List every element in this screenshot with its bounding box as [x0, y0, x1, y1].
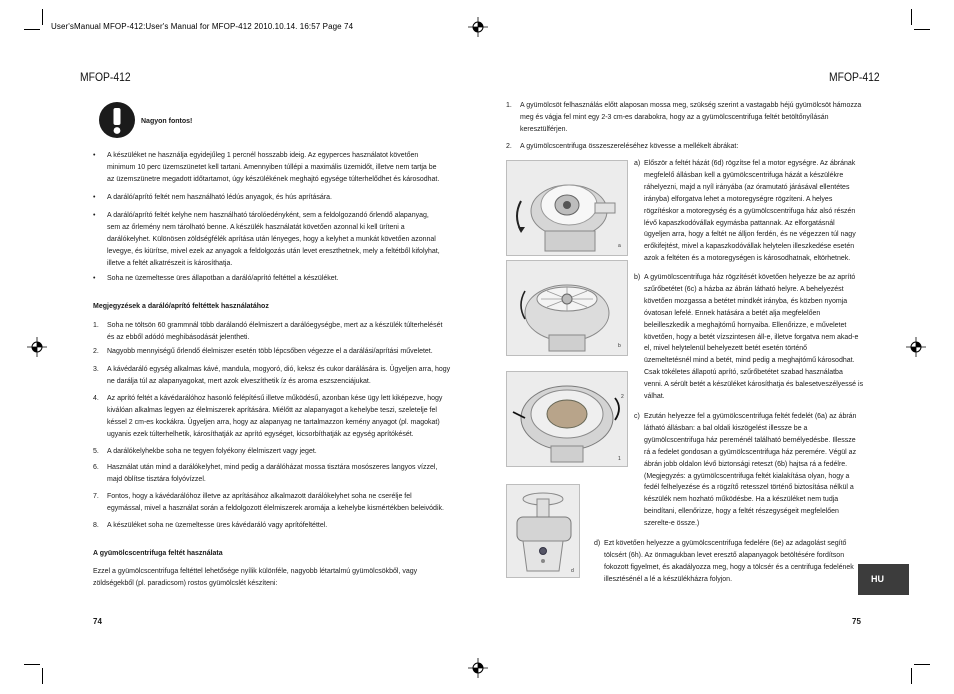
- figure-d-caption: d: [571, 568, 574, 574]
- item-text: [520, 141, 866, 153]
- text-line: el, mivel helytelenül behelyezett betét esetén történő: [644, 345, 808, 353]
- item-text: [107, 364, 473, 388]
- text-line: rögzítéskor a motoregység és a gyümölcscentrifuga ház alsó részén: [644, 207, 856, 215]
- item-text: [107, 320, 473, 344]
- right-model-title: MFOP-412: [829, 72, 880, 84]
- juicer-housing-illustration: [507, 161, 627, 255]
- text-line: szűrőbetétet (6c) a házba az ábrán látható helyre. A behelyezést: [644, 285, 844, 293]
- text-line: kiválóan alkalmas legyen az élelmiszerek aprítására. Miélőtt az alapanyagot a kehelybe teszi, szeletelje fel: [107, 406, 437, 414]
- text-line: A készüléket ne használja egyidejűleg 1 percnél hosszabb ideig. Az egyperces használatot követően: [107, 152, 419, 159]
- text-line: megfelelő állásban kell a gyümölcscentrifuga házát a készülékre: [644, 171, 844, 179]
- text-line: követően, hogy a betét vízszintesen áll-e, illetve forgatva nem akad-e: [644, 333, 859, 341]
- text-line: Először a feltét házát (6d) rögzítse fel a motor egységre. Az ábrának: [644, 160, 856, 167]
- text-line: illesztésénél a lé a készülékházra folyjon.: [604, 575, 733, 583]
- text-line: A gyümölcscentrifuga ház rögzítését követően helyezze be az aprító: [644, 274, 856, 281]
- print-header: User'sManual MFOP-412:User's Manual for MFOP-412 2010.10.14. 16:57 Page 74: [51, 22, 354, 31]
- step-text: [644, 272, 863, 403]
- crop-mark: [914, 29, 930, 30]
- step-label: a): [634, 160, 641, 167]
- crop-mark: [24, 664, 40, 665]
- bullet-item: [93, 210, 473, 270]
- text-line: Használat után mind a darálókelyhet, mind pedig a darálóházat mossa tisztára mosószeres langyos vízzel,: [107, 464, 438, 471]
- text-line: Az aprító feltét a kávédarálóhoz hasonló felépítésű illetve működésű, azonban kése ügy lett kiképezve, hogy: [107, 395, 443, 402]
- language-tab-hu: [858, 564, 909, 595]
- text-line: (Megjegyzés: a gyümölcscentrifuga feltét kialakítása olyan, hogy a: [644, 472, 850, 480]
- item-text: [107, 462, 473, 486]
- text-line: ne darálja túl az alapanyagokat, mert azok elveszíthetik íz és aroma eszszenciájukat.: [107, 377, 371, 385]
- text-line: üzemeltetésnél mind a betét, mind pedig a meghajtómű károsodhat.: [644, 357, 855, 365]
- numbered-item: [93, 320, 473, 344]
- crop-mark: [911, 668, 912, 684]
- text-line: válhat.: [644, 393, 665, 401]
- text-line: késsel 2 cm-es kockákra. Ügyeljen arra, hogy az alapanyag ne tartalmazzon kemény anyagot (pl. magokat): [107, 418, 440, 426]
- text-line: A gyümölcscentrifuga összeszereléséhez kövesse a mellékelt ábrákat:: [520, 143, 739, 150]
- text-line: Soha ne üzemeltesse üres állapotban a daráló/aprító feltéttel a készüléket.: [107, 275, 339, 282]
- numbered-item: [93, 364, 473, 388]
- text-line: A gyümölcsöt felhasználás előtt alaposan mossa meg, szükség szerint a vastagabb héjú gyümölcsöt hámozza: [520, 102, 862, 109]
- text-line: egymással, mivel a használat során a feldolgozott élelmiszerek aromája a kehelybe kismértékben beleivódik.: [107, 504, 444, 512]
- bullet-item: [93, 150, 473, 186]
- text-line: meg és vágja fel mint egy 2-3 cm-es darabokra, hogy az a gyümölcscentrifuga feltét betöltőnyílásán: [520, 113, 829, 121]
- text-line: tölcsért (6h). Az önmagukban levet eresztő alapanyagok betöltésére fordítson: [604, 551, 845, 559]
- text-line: fedél felhelyezése és a rögzítő retesszel történő biztosítása nélkül a: [644, 484, 854, 492]
- item-number: 8.: [93, 522, 99, 529]
- figure-b-caption: b: [618, 343, 621, 349]
- text-line: majd öblítse tisztára folyóvízzel.: [107, 475, 206, 483]
- left-model-title: MFOP-412: [80, 72, 131, 84]
- text-line: ügyeljen arra, hogy a feltét ne álljon ferdén, és ne végezzen túl nagy: [644, 231, 856, 239]
- text-line: darálókelyhet. Különösen zöldségfélék aprítása után lényeges, hogy a kelyhet a munkát követően azonnal: [107, 235, 436, 243]
- registration-mark-top: [468, 17, 488, 37]
- warning-exclamation-icon: [98, 101, 136, 139]
- bullet-item: [93, 192, 473, 204]
- step-text: [644, 158, 856, 265]
- step-label: c): [634, 413, 640, 420]
- figure-c-label-1: 1: [618, 456, 621, 462]
- text-line: A darálókelyhekbe soha ne tegyen folyékony élelmiszert vagy jeget.: [107, 448, 317, 455]
- page-number-right: 75: [852, 617, 861, 626]
- crop-mark: [24, 29, 40, 30]
- centrifuge-intro-line: Ezzel a gyümölcscentrifuga feltéttel lehetősége nyílik különféle, nagyobb létartalmú gyümölcsökből, vagy: [93, 568, 418, 575]
- text-line: illetve a feltét alkatrészeit is károsíthatja.: [107, 259, 233, 267]
- figure-c-label-2: 2: [621, 394, 624, 400]
- text-line: Csak tökéletes állapotú aprító, szűrőbetétet szabad használatba: [644, 369, 843, 377]
- step-text: [644, 411, 856, 530]
- lid-attach-illustration: [507, 372, 627, 466]
- figure-a-photo: [506, 160, 628, 256]
- text-line: óvatosan lefelé. Ennek hatására a betét alja megfelelően: [644, 309, 821, 317]
- text-line: Soha ne töltsön 60 grammnál több darálandó élelmiszert a darálóegységbe, mert az a készülék túlterhelését: [107, 322, 443, 329]
- step-text: [604, 538, 854, 586]
- assembled-juicer-illustration: [507, 485, 579, 577]
- item-text: [107, 446, 473, 458]
- numbered-item: [93, 491, 473, 515]
- text-line: levegye, és kiürítse, mivel ezek az anyagok a feldolgozás után levet ereszthetnek, mely a feltétből kifolyhat,: [107, 247, 440, 255]
- text-line: Nagyobb mennyiségű őrlendő élelmiszer esetén több lépcsőben végezze el a darálási/aprítási műveletet.: [107, 348, 433, 355]
- text-line: keresztülférjen.: [520, 125, 568, 133]
- assembly-step: [634, 411, 874, 530]
- item-text: [107, 150, 473, 186]
- item-text: [107, 210, 473, 270]
- text-line: A daráló/aprító feltét nem használható lédús anyagok, és hús aprítására.: [107, 194, 332, 201]
- figure-a-caption: a: [618, 243, 621, 249]
- step-label: d): [594, 540, 601, 547]
- item-number: 2.: [93, 348, 99, 355]
- text-line: A daráló/aprító feltét kelyhe nem használható tárolóedényként, sem a feldolgozandó őrlendő alapanyag,: [107, 212, 429, 219]
- numbered-item: [93, 520, 473, 532]
- step-label: b): [634, 274, 641, 281]
- crop-mark: [911, 9, 912, 25]
- text-line: ábrán jobb oldalon lévő biztonsági reteszt (6b) hajtsa rá a fedélre.: [644, 460, 848, 468]
- crop-mark: [914, 664, 930, 665]
- numbered-item: [93, 462, 473, 486]
- item-text: [107, 346, 473, 358]
- item-text: [107, 393, 473, 441]
- text-line: rá a fedelet gondosan a gyümölcscentrifuga ház peremére. Végül az: [644, 448, 857, 456]
- grinder-notes-heading: Megjegyzések a daráló/aprító feltéttek használatához: [93, 303, 269, 310]
- text-line: készülék nem hozható működésbe. Ha a készüléket nem tudja: [644, 496, 839, 504]
- figure-c-photo: [506, 371, 628, 467]
- text-line: lévő kapaszkodóvállak egymásba pattannak. Az elforgatásnál: [644, 219, 835, 227]
- text-line: az üzemszünetre megadott időtartamot, úgy készülékének meghajtó egysége túlterhelődhet és károsodhat.: [107, 175, 440, 183]
- text-line: A készüléket soha ne üzemeltesse üres kávédaráló vagy aprítófeltéttel.: [107, 522, 328, 529]
- item-text: [520, 100, 866, 136]
- bullet-mark: •: [93, 275, 96, 282]
- text-line: Fontos, hogy a kávédarálóhoz illetve az aprításához alkalmazott darálókelyhet soha ne cserélje fel: [107, 493, 412, 500]
- numbered-item: [506, 141, 866, 153]
- crop-mark: [42, 9, 43, 25]
- item-text: [107, 491, 473, 515]
- centrifuge-heading: A gyümölcscentrifuga feltét használata: [93, 550, 223, 557]
- item-number: 3.: [93, 366, 99, 373]
- numbered-item: [506, 100, 866, 136]
- centrifuge-intro: [93, 566, 463, 590]
- text-line: gyümölcscentrifuga ház pereménél található bemélyedésbe. Illessze: [644, 436, 856, 444]
- text-line: Ezt követően helyezze a gyümölcscentrifuga fedelére (6e) az adagolást segítő: [604, 540, 847, 547]
- assembly-step: [634, 158, 874, 265]
- text-line: azok a feltéten és a motoregységen is károsodhatnak, eltörhetnek.: [644, 255, 851, 263]
- bullet-mark: •: [93, 194, 96, 201]
- item-number: 6.: [93, 464, 99, 471]
- text-line: szerelte-e össze.): [644, 520, 700, 528]
- bullet-item: [93, 273, 473, 285]
- important-label: Nagyon fontos!: [141, 118, 193, 125]
- item-number: 7.: [93, 493, 99, 500]
- text-line: sem az őrlemény nem tárolható benne. A készülék használatát követően azonnal ki kell üríteni a: [107, 223, 405, 231]
- text-line: beleilleszkedik a meghajtómű hornyaiba. Ellenőrizze, e műveletet: [644, 321, 847, 329]
- figure-b-photo: [506, 260, 628, 356]
- text-line: erőkifejtést, mivel a kapaszkodóvállak helytelen illeszkedése esetén: [644, 243, 855, 251]
- text-line: fokozott figyelmet, és akadályozza meg, hogy a tölcsér és a centrifuga fedelének: [604, 563, 854, 571]
- page-number-left: 74: [93, 617, 102, 626]
- item-text: [107, 192, 473, 204]
- item-number: 5.: [93, 448, 99, 455]
- item-text: [107, 520, 473, 532]
- text-line: Ezután helyezze fel a gyümölcscentrifuga feltét fedelét (6a) az ábrán: [644, 413, 857, 420]
- crop-mark: [42, 668, 43, 684]
- item-text: [107, 273, 473, 285]
- text-line: minimum 10 perc üzemszünetet kell tartani. Amennyiben túllépi a maximális üzemidőt, illetve nem tartja be: [107, 163, 437, 171]
- text-line: ugyanis ezek túlterhelhetik, károsíthatják az aprító egységet, kicsorbíthatják az egység aprítókését.: [107, 430, 414, 438]
- text-line: látható állásban: a bal oldali kiszögelést illessze be a: [644, 424, 808, 432]
- bullet-mark: •: [93, 152, 96, 159]
- language-tab-label: HU: [871, 574, 884, 584]
- registration-mark-left: [27, 337, 47, 357]
- bullet-mark: •: [93, 212, 96, 219]
- figure-d-photo: [506, 484, 580, 578]
- registration-mark-bottom: [468, 658, 488, 678]
- item-number: 4.: [93, 395, 99, 402]
- filter-basket-illustration: [507, 261, 627, 355]
- text-line: venni. A sérült betét a készüléket károsíthatja és balesetveszélyessé is: [644, 381, 864, 389]
- text-line: és az ebből adódó meghibásodását jelentheti.: [107, 333, 250, 341]
- registration-mark-right: [906, 337, 926, 357]
- numbered-item: [93, 446, 473, 458]
- text-line: ráhelyezni, majd a nyíl irányába (az óramutató járásával ellentétes: [644, 183, 850, 191]
- assembly-step: [634, 272, 874, 403]
- assembly-step: [594, 538, 854, 586]
- text-line: követően mozgassa a betétet mindkét irányba, és közben nyomja: [644, 297, 848, 305]
- item-number: 1.: [506, 102, 512, 109]
- numbered-item: [93, 393, 473, 441]
- item-number: 2.: [506, 143, 512, 150]
- numbered-item: [93, 346, 473, 358]
- text-line: A kávédaráló egység alkalmas kávé, mandula, mogyoró, dió, keksz és cukor darálására is. Ügyeljen arra, hogy: [107, 366, 451, 373]
- centrifuge-intro-line: zöldségekből (pl. paradicsom) rostos gyümölcslét készíteni:: [93, 579, 278, 587]
- item-number: 1.: [93, 322, 99, 329]
- text-line: irányba) elforgatva lehet a motoregységre rögzíteni. A helyes: [644, 195, 833, 203]
- text-line: beindítani, ellenőrizze, hogy a feltét részegységeit megfelelően: [644, 508, 839, 516]
